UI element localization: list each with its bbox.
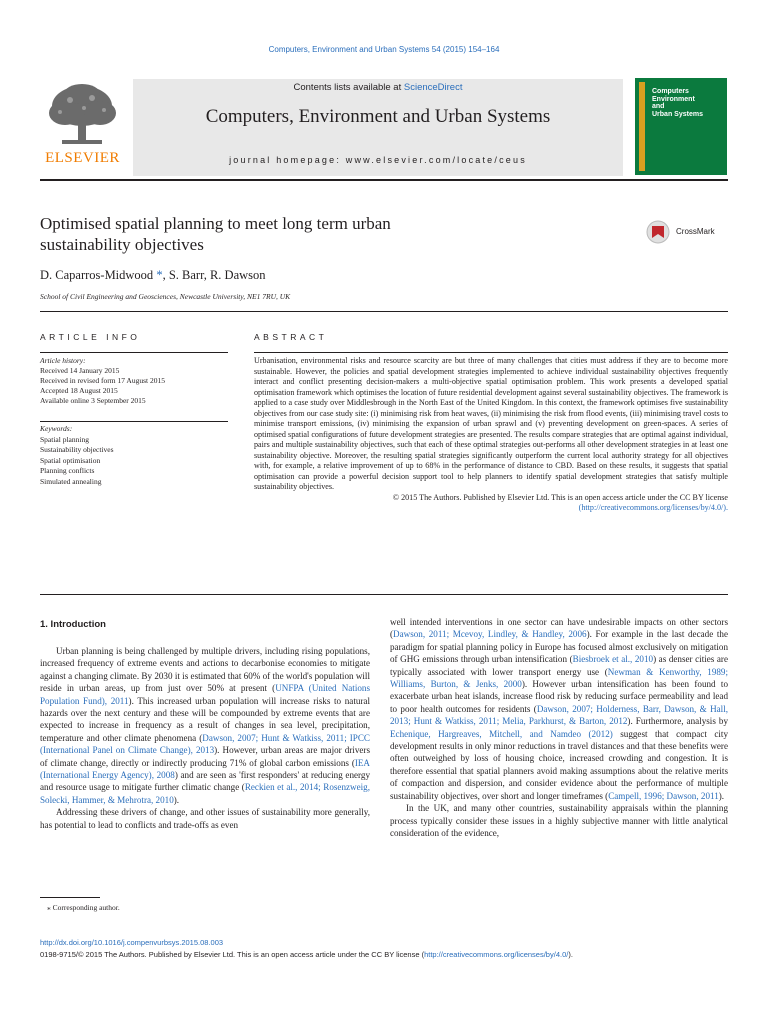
section-heading-introduction: 1. Introduction [40,619,106,630]
citation-link[interactable]: Reckien et al., 2014; Rosenzweig, Solecki, Hammer, & Mehrotra, 2010 [40,782,370,805]
author-lead[interactable]: D. Caparros-Midwood [40,268,157,282]
citation-link[interactable]: IEA (International Energy Agency), 2008 [40,757,370,781]
keywords-rule [40,421,228,422]
cover-line: Urban Systems [652,110,703,118]
title-line: Optimised spatial planning to meet long term urban [40,214,391,233]
author-others: , S. Barr, R. Dawson [162,268,266,282]
paragraph-text: ). Furthermore, analysis by [627,716,729,727]
crossmark-label[interactable]: CrossMark [676,227,715,236]
article-info-rule [40,352,228,353]
cover-line: Computers [652,88,689,95]
cover-line: and [652,103,665,110]
journal-reference[interactable]: Computers, Environment and Urban Systems 54 (2015) 154–164 [268,45,500,54]
left-column [40,645,370,831]
sciencedirect-link[interactable]: ScienceDirect [403,82,463,93]
authors [40,268,266,283]
history-item: Available online 3 September 2015 [40,396,146,405]
affiliation-rule [40,311,728,312]
citation-link[interactable]: Dawson, 2011; Mcevoy, Lindley, & Handley, 2006 [393,629,587,640]
right-column [390,616,728,839]
history-item: Received in revised form 17 August 2015 [40,376,165,385]
article-history [40,356,228,406]
contents-prefix: Contents lists available at [293,82,404,93]
issn-license-line [40,950,573,959]
footnote-rule [40,897,100,898]
citation-link[interactable]: Biesbroek et al., 2010 [572,654,654,665]
history-item: Accepted 18 August 2015 [40,386,118,395]
intro-paragraph-1 [40,645,370,806]
keyword-item: Spatial optimisation [40,455,101,465]
paragraph-text: well intended interventions in one sector can have undesirable impacts on other sectors ( [390,617,728,640]
keyword-item: Spatial planning [40,434,89,444]
paragraph-text: Urban planning is being challenged by multiple drivers, including rising populations, increased frequency of extreme events and actions to decarbonise economies to mitigate against a changing climate. By 2030 it is estimated that 60% of the world's population will reside in urban areas, up from just over 50% at present ( [40,646,370,694]
issn-suffix: ). [568,950,573,959]
abstract-rule [254,352,728,353]
header-rule [40,179,728,181]
intro-paragraph-2: Addressing these drivers of change, and other issues of sustainability more generally, has potential to lead to conflicts and trade-offs as even [40,807,370,830]
citation-link[interactable]: Campell, 1996; Dawson, 2011 [608,790,719,801]
copyright-line: © 2015 The Authors. Published by Elsevier Ltd. This is an open access article under the CC BY license [392,492,728,502]
paragraph-text: ). However, urban areas are major drivers of climate change, directly or indirectly producing 71% of global carbon emissions ( [40,745,370,768]
cover-title [640,88,724,118]
corresponding-author-marker[interactable]: * [156,268,163,282]
keywords [40,424,228,487]
citation-link[interactable]: Newman & Kenworthy, 1989; Williams, Burton, & Jenks, 2000 [390,666,729,690]
article-info-heading: ARTICLE INFO [40,332,141,342]
paragraph-text: ) and are seen as 'first responders' at reducing energy and resource usage to mitigate further climatic change ( [40,770,371,793]
history-label: Article history: [40,356,86,365]
copyright-notice [254,493,728,514]
paragraph-text: ). [173,794,180,805]
keyword-item: Simulated annealing [40,476,102,486]
citation-link[interactable]: Dawson, 2007; Holderness, Barr, Dawson, & Hall, 2013; Hunt & Watkiss, 2011; Melia, Parkhurst, & Barton, 2012 [390,703,728,727]
keywords-label: Keywords: [40,424,73,433]
abstract-body [254,356,728,514]
footer-license-link[interactable]: http://creativecommons.org/licenses/by/4.0/ [424,950,569,959]
journal-homepage[interactable]: journal homepage: www.elsevier.com/locate/ceus [229,155,527,165]
title-line: sustainability objectives [40,235,204,254]
abstract-heading: ABSTRACT [254,332,328,342]
paragraph-text: ). However urban intensification has been found to exacerbate urban heat islands, increase flood risk by reducing surface permeability and lead to poor health outcomes for residents ( [390,679,728,714]
citation-link[interactable]: Dawson, 2007; Hunt & Watkiss, 2011; IPCC (International Panel on Climate Change), 2013 [40,732,370,756]
paragraph-text: suggest that compact city development results in only minor reductions in travel distances and that these benefits were often outweighed by loss of housing choice, increased crowding and congestion. It is therefore essential that spatial planners avoid making assumptions about the relative merits of compaction and dispersion, and consider evidence about the performance of multiple sustainability objectives, over short and longer timeframes ( [390,728,729,801]
intro-paragraph-4: In the UK, and many other countries, sustainability appraisals within the planning process typically consider these issues in a highly subjective manner with little analytical consideration of the evidence, [390,803,728,838]
intro-paragraph-3 [390,616,728,802]
abstract-text: Urbanisation, environmental risks and resource scarcity are but three of many challenges that cities must address if they are to become more sustainable. However, the policies and spatial development strategies implemented to achieve individual sustainability objectives frequently interact and conflict presenting decision-makers a multi-objective spatial optimisation problem. This work presents a developed spatial optimisation framework which optimises the location of future residential development against several sustainability objectives. The framework is applied to a case study over Middlesbrough in the North East of the United Kingdom. In this context, the framework optimises five sustainability objectives from our case study site: (i) minimising risk from heat waves, (ii) minimising the risk from flood events, (iii) minimising travel costs to minimise transport emissions, (iv) minimising the expansion of urban sprawl and (v) preventing development on green-spaces. A series of optimised spatial configurations of future development strategies are presented. The results compare strategies that are optimal against individual, pairs and multiple sustainability objectives, such that each of these optimal strategies out-performs all other development strategies in at least one sustainability objective. Moreover, the resulting spatial strategies significantly outperform the current local authority strategy for all objectives with, for example, a relative improvement of up to 68% in the performance of distance to CBD. Based on these results, it suggests that spatial optimisation can provide a powerful decision support tool to help planners to identify spatial development strategies that satisfy multiple sustainability objectives. [254,356,728,491]
citation-link[interactable]: Echenique, Hargreaves, Mitchell, and Namdeo (2012) [390,728,613,739]
paragraph-text: ). This increased urban population will increase risks to natural hazards over the next century and these will be compounded by extreme events that are expected to increase in frequency as a result of changes in sea level, precipitation, temperature and other climate phenomena ( [40,695,370,743]
article-title [40,213,600,255]
issn-text: 0198-9715/© 2015 The Authors. Published by Elsevier Ltd. This is an open access article under the CC BY license ( [40,950,425,959]
affiliation: School of Civil Engineering and Geosciences, Newcastle University, NE1 7RU, UK [40,292,291,301]
paragraph-text: ) as denser cities are typically associated with lower transport energy use ( [390,654,728,677]
paragraph-text: ). [718,790,725,801]
keyword-item: Planning conflicts [40,466,95,475]
license-link[interactable]: (http://creativecommons.org/licenses/by/4.0/). [578,503,728,512]
elsevier-logo-text: ELSEVIER [45,150,120,166]
doi-link[interactable]: http://dx.doi.org/10.1016/j.compenvurbsys.2015.08.003 [40,938,224,947]
citation-link[interactable]: UNFPA (United Nations Population Fund), 2011 [40,683,370,706]
footnote-corresponding-author: ⁎ Corresponding author. [47,903,120,912]
abstract-bottom-rule [40,594,728,595]
history-item: Received 14 January 2015 [40,366,120,375]
cover-line: Environment [652,95,695,103]
paragraph-text: ). For example in the last decade the paradigm for spatial planning policy in Europe has focused almost exclusively on mitigation of GHG emissions through urban intensification ( [390,629,729,665]
journal-name: Computers, Environment and Urban Systems [205,106,551,127]
contents-availability [133,82,623,93]
keyword-item: Sustainability objectives [40,445,114,454]
